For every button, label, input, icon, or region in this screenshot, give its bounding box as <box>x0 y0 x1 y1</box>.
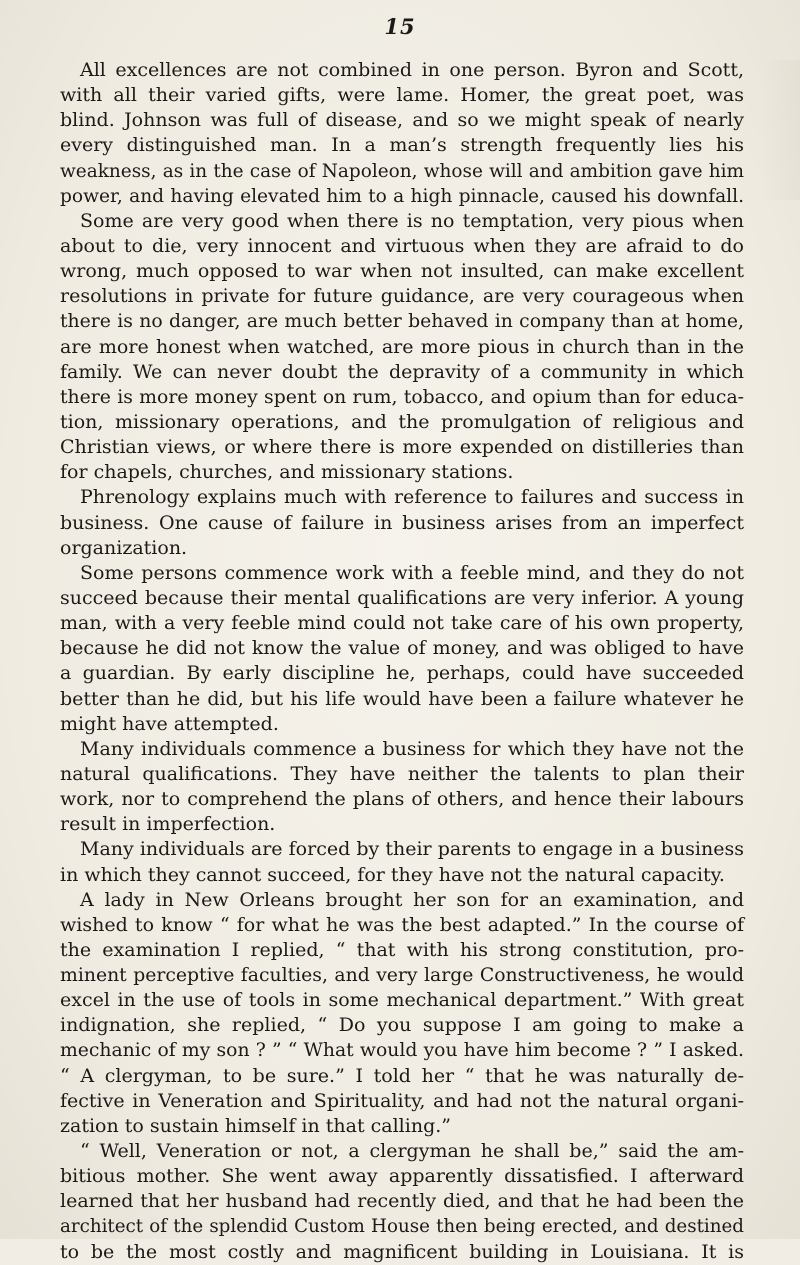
text-line: succeed because their mental qualifications are very inferior. A young <box>60 586 744 609</box>
text-line: Some persons commence work with a feeble mind, and they do not <box>80 561 744 584</box>
text-line: better than he did, but his life would have been a failure whatever he <box>60 687 744 710</box>
text-line: about to die, very innocent and virtuous when they are afraid to do <box>60 234 744 257</box>
text-line: zation to sustain himself in that calling.” <box>60 1114 451 1137</box>
text-line: might have attempted. <box>60 712 279 735</box>
text-line: wrong, much opposed to war when not insulted, can make excellent <box>60 260 744 283</box>
text-line: because he did not know the value of money, and was obliged to have <box>60 637 744 660</box>
text-line: wished to know “ for what he was the best adapted.” In the course of <box>60 913 744 936</box>
text-line: to be the most costly and magnificent building in Louisiana. It is <box>60 1240 744 1263</box>
text-line: fective in Veneration and Spirituality, and had not the natural organi- <box>60 1089 744 1112</box>
text-line: excel in the use of tools in some mechanical department.” With great <box>60 989 744 1012</box>
text-line: indignation, she replied, “ Do you suppose I am going to make a <box>60 1014 744 1037</box>
text-line: family. We can never doubt the depravity of a community in which <box>60 360 744 383</box>
page-number: 15 <box>384 14 416 39</box>
page-edge-shading <box>760 60 800 200</box>
text-line: mechanic of my son ? ” “ What would you have him become ? ” I asked. <box>60 1040 744 1062</box>
text-line: Some are very good when there is no temptation, very pious when <box>80 209 744 232</box>
text-line: for chapels, churches, and missionary stations. <box>60 461 514 484</box>
text-line: Many individuals are forced by their parents to engage in a business <box>80 838 744 861</box>
body-text <box>60 58 744 1265</box>
text-line: “ A clergyman, to be sure.” I told her “ that he was naturally de- <box>60 1064 744 1087</box>
text-line: weakness, as in the case of Napoleon, whose will and ambition gave him <box>60 160 744 182</box>
text-line: power, and having elevated him to a high pinnacle, caused his downfall. <box>60 185 744 207</box>
text-line: bitious mother. She went away apparently dissatisfied. I afterward <box>60 1165 744 1188</box>
text-line: every distinguished man. In a man’s strength frequently lies his <box>60 134 744 157</box>
text-line: with all their varied gifts, were lame. Homer, the great poet, was <box>60 84 744 107</box>
text-line: there is no danger, are much better behaved in company than at home, <box>60 311 744 333</box>
text-line: minent perceptive faculties, and very large Constructiveness, he would <box>60 965 744 987</box>
text-line: Many individuals commence a business for which they have not the <box>80 737 744 760</box>
text-line: learned that her husband had recently died, and that he had been the <box>60 1190 744 1213</box>
text-line: All excellences are not combined in one person. Byron and Scott, <box>80 59 744 81</box>
text-line: are more honest when watched, are more pious in church than in the <box>60 335 744 358</box>
text-line: organization. <box>60 536 188 559</box>
text-line: business. One cause of failure in business arises from an imperfect <box>60 511 744 534</box>
text-line: man, with a very feeble mind could not take care of his own property, <box>60 612 744 635</box>
text-line: “ Well, Veneration or not, a clergyman he shall be,” said the am- <box>80 1140 744 1163</box>
text-line: there is more money spent on rum, tobacco, and opium than for educa- <box>60 386 744 408</box>
text-line: architect of the splendid Custom House then being erected, and destined <box>60 1216 744 1238</box>
text-line: work, nor to comprehend the plans of others, and hence their labours <box>60 788 744 811</box>
text-line: resolutions in private for future guidance, are very courageous when <box>60 285 744 308</box>
text-line: the examination I replied, “ that with his strong constitution, pro- <box>60 938 744 961</box>
text-line: Christian views, or where there is more expended on distilleries than <box>60 436 744 459</box>
text-line: blind. Johnson was full of disease, and so we might speak of nearly <box>60 109 744 132</box>
text-line: result in imperfection. <box>60 813 276 836</box>
text-line: in which they cannot succeed, for they have not the natural capacity. <box>60 863 725 886</box>
text-line: A lady in New Orleans brought her son for an examination, and <box>80 888 744 911</box>
text-line: a guardian. By early discipline he, perhaps, could have succeeded <box>60 662 744 685</box>
text-line: natural qualifications. They have neither the talents to plan their <box>60 762 744 785</box>
text-line: tion, missionary operations, and the promulgation of religious and <box>60 410 744 433</box>
text-line: Phrenology explains much with reference to failures and success in <box>80 486 744 509</box>
